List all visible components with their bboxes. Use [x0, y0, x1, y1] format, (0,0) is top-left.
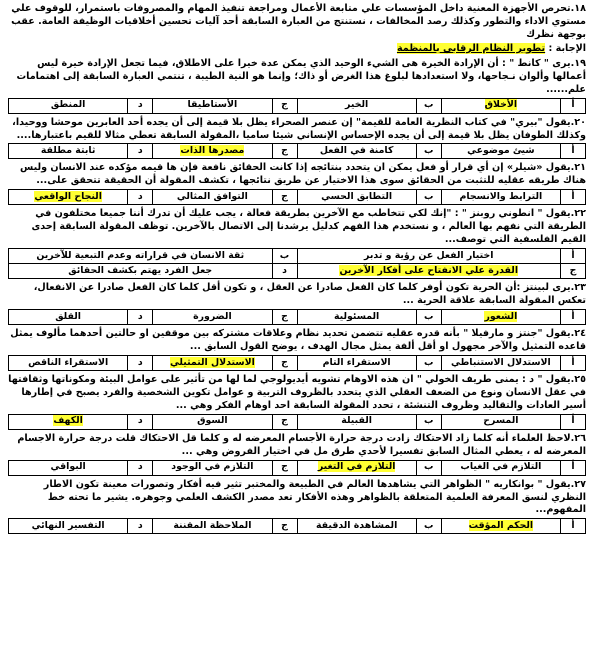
question-text: ٢٤.يقول "جنتز و مارفيلا " بأنه قدره عقليه تتضمن تحديد نظام وعلاقات مشتركه بين موقفين او حالتين أحدهما مألوف يمثل قاعده التمثيل والآخر مجهول او أقل ألفة يمثل مجال الهدف ، يوضح القول السابق ... — [10, 328, 586, 352]
option-letter: ب — [416, 519, 441, 534]
option-text: ثقة الانسان في قراراته وعدم التبعية للآخرين — [36, 249, 245, 261]
option-text: الأستاطيقا — [187, 99, 238, 111]
option-letter: ج — [272, 310, 297, 325]
options-row — [9, 249, 586, 264]
option-value[interactable] — [297, 460, 416, 475]
option-value[interactable] — [9, 414, 128, 429]
options-row — [9, 460, 586, 475]
answer-text: تطوير النظام الرقابي بالمنظمة — [396, 42, 546, 54]
option-text: مصدرها الذات — [180, 145, 245, 157]
option-value[interactable] — [297, 98, 416, 113]
option-text: كامنة في الفعل — [319, 145, 394, 157]
options-row — [9, 144, 586, 159]
option-value[interactable] — [297, 310, 416, 325]
option-text: الترابط والانسجام — [459, 190, 543, 202]
option-letter: ج — [272, 144, 297, 159]
option-letter: ج — [561, 264, 586, 279]
option-text: الحكم المؤقت — [468, 520, 534, 532]
option-value[interactable] — [153, 460, 272, 475]
question-text: ٢٠.يقول "بيري" في كتاب النظرية العامة للقيمة" إن عنصر الصحراء يظل بلا قيمة إلى أن يجده أحد العابرين موحشا ووحيدا، وكذلك الطوفان يظل بلا قيمة إلى أن يجده الإحساس الإنساني شيئا ساميا ،المقولة السابقة تعطي مثالا للقيم باعتبارها.... — [12, 116, 586, 141]
option-text: القدرة علي الانفتاح على أفكار الآخرين — [339, 264, 519, 276]
option-text: الملاحظة المقننة — [173, 520, 252, 532]
option-value[interactable] — [153, 144, 272, 159]
answer-prefix: الإجابة : — [545, 42, 586, 54]
option-text: المسئولية — [333, 310, 380, 322]
option-value[interactable] — [441, 460, 560, 475]
option-letter: د — [128, 519, 153, 534]
option-letter: أ — [561, 98, 586, 113]
option-letter: ب — [416, 355, 441, 370]
option-letter: ج — [272, 355, 297, 370]
option-value[interactable] — [297, 190, 416, 205]
option-value[interactable] — [153, 190, 272, 205]
option-letter: ب — [416, 460, 441, 475]
option-text: الضرورة — [193, 310, 232, 322]
option-letter: أ — [561, 460, 586, 475]
option-letter: أ — [561, 190, 586, 205]
option-text: المنطق — [50, 99, 86, 111]
option-text: التلازم في التغير — [317, 461, 396, 473]
option-value[interactable] — [9, 460, 128, 475]
option-letter: د — [128, 190, 153, 205]
options-table — [8, 414, 586, 430]
option-value[interactable] — [9, 190, 128, 205]
option-text: البواقي — [50, 461, 86, 473]
question-text: ١٩.يرى " كانط " : أن الإرادة الخيرة هى الشيء الوحيد الذي يمكن عدة خيرا على الاطلاق، فيما تجعل الإرادة خيرة ليس أعمالها وألوان نـجاحها، ولا استعدادها لبلوغ هذا الغرض أو ذاك؛ وإنما هو النية الطيبة ، تنتمي العبارة السابقة إلى اهتمامات علم...... — [16, 57, 586, 95]
options-table — [8, 309, 586, 325]
option-text: شيئ موضوعي — [467, 145, 535, 157]
options-row — [9, 310, 586, 325]
question-text: ١٨.تحرص الأجهزة المعنية داخل المؤسسات علي متابعة الأعمال ومراجعة تنفيذ المهام والمصروفات باستمرار، للوقوف علي مستوي الاداء والتطور وكذلك رصد المخالفات ، نستنتج من العبارة السابقة أحد آليات تحسين أخلاقيات الوظيفة العامة. عقب بوجهة نظرك — [11, 3, 586, 40]
option-text: التوافق المثالي — [176, 190, 248, 202]
option-value[interactable] — [441, 414, 560, 429]
option-value[interactable] — [441, 310, 560, 325]
option-text: الاستدلال التمثيلي — [169, 356, 255, 368]
options-table — [8, 460, 586, 476]
option-letter: أ — [561, 355, 586, 370]
option-value[interactable] — [9, 310, 128, 325]
option-text: الخير — [345, 99, 369, 111]
option-letter: أ — [561, 519, 586, 534]
option-value[interactable] — [297, 264, 561, 279]
option-value[interactable] — [9, 264, 273, 279]
option-letter: ج — [272, 519, 297, 534]
options-table — [8, 355, 586, 371]
option-text: الاستدلال الاستنباطي — [450, 356, 551, 368]
option-text: جعل الفرد يهتم بكشف الحقائق — [68, 264, 213, 276]
options-row — [9, 414, 586, 429]
option-text: ثابتة مطلقة — [40, 145, 96, 157]
option-value[interactable] — [441, 355, 560, 370]
options-table — [8, 189, 586, 205]
option-letter: ب — [272, 249, 297, 264]
options-table — [8, 248, 586, 279]
option-value[interactable] — [441, 98, 560, 113]
options-table — [8, 143, 586, 159]
option-value[interactable] — [9, 519, 128, 534]
option-letter: ج — [272, 460, 297, 475]
option-value[interactable] — [297, 414, 416, 429]
options-table — [8, 518, 586, 534]
option-letter: ج — [272, 190, 297, 205]
option-value[interactable] — [153, 519, 272, 534]
option-text: الكهف — [53, 415, 83, 427]
question-text: ٢٥.يقول " د : يمنى طريف الخولي " ان هذه الاوهام تشويه أيديولوجي لما لها من تأثير على عوامل البيئة ومكوناتها وثقافتها في عقل الانسان ونوع من الضعف العقلي الذي يتحدد بالظروف التربية و عوامل تكوين الشخصية والفرد يصبح في إطارها أسير العادات والتقاليد وظروف التنشئة ، تحدد المقولة السابقة احد اوهام الفكر وهي ... — [8, 373, 586, 411]
option-letter: ب — [416, 190, 441, 205]
option-letter: ب — [416, 98, 441, 113]
option-letter: ب — [416, 414, 441, 429]
option-letter: د — [128, 414, 153, 429]
option-letter: أ — [561, 249, 586, 264]
option-letter: د — [128, 460, 153, 475]
option-text: النجاح الواقعي — [34, 190, 102, 202]
option-value[interactable] — [153, 310, 272, 325]
question-text: ٢٦.لاحظ العلماء أنه كلما زاد الاحتكاك زادت درجة حرارة الأجسام المعرضه له و كلما قل الاحتكاك قلت درجة حرارة الاجسام المعرضه له ، يعطي المثال السابق تفسيرا لأحدي طرق مل في اختيار الفروض وهي ... — [17, 432, 586, 457]
option-letter: ب — [416, 310, 441, 325]
option-letter: أ — [561, 310, 586, 325]
option-text: اختيار الفعل عن رؤية و تدبر — [364, 249, 494, 261]
options-row — [9, 190, 586, 205]
question-text: ٢٧.يقول " بوانكاريه " الظواهر التي يشاهدها العالم في الطبيعة والمختبر تثير فيه أفكار وتصورات معينة تكون الاطار النظري لنسق المعرفة العلمية المتعلقة بالظواهر وهذه الأفكار تعد مصدر الكشف العلمي وجوهره. يشير ما تحته خط المفهوم... — [43, 478, 586, 516]
option-text: الأخلاق — [484, 99, 518, 111]
options-row — [9, 264, 586, 279]
option-text: الاستقراء الناقص — [28, 356, 109, 368]
option-text: القبيلة — [341, 415, 372, 427]
option-text: الاستقراء التام — [322, 356, 391, 368]
option-text: التلازم في الوجود — [171, 461, 254, 473]
option-text: المشاهدة الدقيقة — [315, 520, 398, 532]
option-value[interactable] — [9, 98, 128, 113]
answer-line — [8, 43, 586, 56]
question-text: ٢١.يقول «شيلر» إن أي قرار أو فعل يمكن ان يتحدد بنتائجه إذا كانت الحقائق نافعة فإن ها قيمه مؤكده عند الانسان وليس هناك طريقه عقليه للتثبت من الحقائق سوى هذا الاختيار عن طريق نتائجها ، تكشف المقولة أن الحقيقة تتحقق على... — [20, 162, 586, 187]
option-text: السوق — [197, 415, 228, 427]
option-text: الشعور — [484, 310, 518, 322]
question-text: ٢٢.يقول " انطوني روبنز " : "إنك لكي تتخاطب مع الآخرين بطريقة فعالة ، يجب عليك أن تدرك أننا جميعا مختلفون في الطريقة التي نفهم بها العالم ، و نستخدم هذا الفهم كدليل يرشدنا إلى الاتصال بالآخرين. توظف المقولة السابقة إحدى القيم الفلسفية التي توصف... — [31, 208, 586, 246]
options-table — [8, 98, 586, 114]
option-letter: د — [272, 264, 297, 279]
option-letter: د — [128, 144, 153, 159]
option-letter: ج — [272, 98, 297, 113]
option-value[interactable] — [153, 414, 272, 429]
option-value[interactable] — [9, 355, 128, 370]
option-letter: ج — [272, 414, 297, 429]
option-value[interactable] — [441, 144, 560, 159]
option-letter: د — [128, 310, 153, 325]
option-value[interactable] — [441, 519, 560, 534]
option-letter: ب — [416, 144, 441, 159]
options-row — [9, 519, 586, 534]
option-text: التلازم في الغياب — [460, 461, 542, 473]
options-row — [9, 98, 586, 113]
option-letter: د — [128, 355, 153, 370]
question-text: ٢٣.يرى لبينتز :أن الحرية تكون أوفر كلما كان الفعل صادرا عن العقل ، و تكون أقل كلما كان الفعل صادرا عن الانفعال، تعكس المقولة السابقة علاقة الحرية ... — [33, 282, 586, 307]
option-letter: أ — [561, 144, 586, 159]
option-text: التفسير النهائي — [31, 520, 105, 532]
option-letter: د — [128, 98, 153, 113]
options-row — [9, 355, 586, 370]
option-letter: أ — [561, 414, 586, 429]
option-text: المسرح — [483, 415, 519, 427]
option-value[interactable] — [297, 355, 416, 370]
option-value[interactable] — [441, 190, 560, 205]
option-value[interactable] — [297, 249, 561, 264]
option-value[interactable] — [9, 144, 128, 159]
option-value[interactable] — [153, 355, 272, 370]
option-text: القلق — [55, 310, 81, 322]
option-value[interactable] — [9, 249, 273, 264]
option-value[interactable] — [297, 144, 416, 159]
option-text: التطابق الحسي — [321, 190, 393, 202]
option-value[interactable] — [297, 519, 416, 534]
option-value[interactable] — [153, 98, 272, 113]
